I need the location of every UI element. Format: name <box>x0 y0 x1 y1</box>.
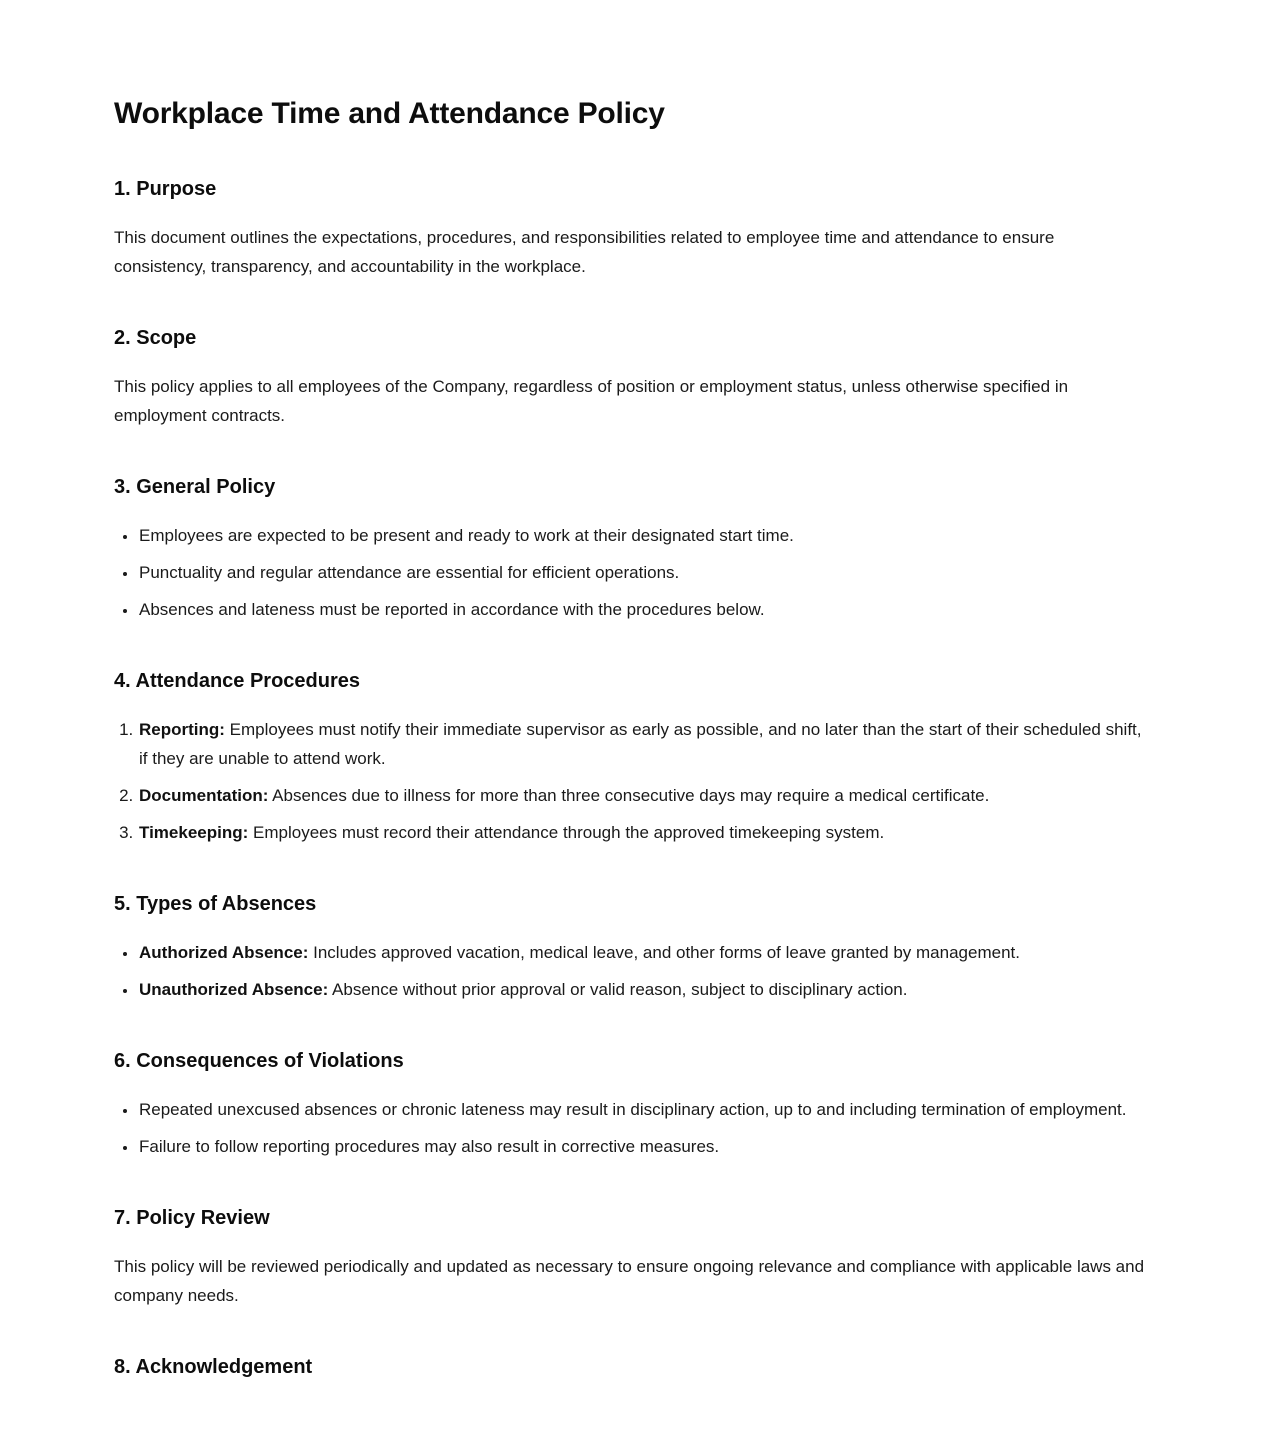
list <box>114 1095 1147 1161</box>
doc-section <box>114 327 1147 430</box>
section-heading: 3. General Policy <box>114 475 276 498</box>
section-heading: 8. Acknowledgement <box>114 1355 313 1378</box>
doc-section <box>114 1050 1147 1161</box>
section-heading: 1. Purpose <box>114 177 217 200</box>
list-item-lead: Authorized Absence: <box>139 942 309 962</box>
document-sections <box>114 178 1147 1379</box>
list-item-lead: Timekeeping: <box>139 822 249 842</box>
list <box>114 715 1147 847</box>
doc-section <box>114 1207 1147 1310</box>
list-item: • Repeated unexcused absences or chronic lateness may result in disciplinary action, up to and including termination of employment. <box>138 1095 1147 1124</box>
section-heading: 6. Consequences of Violations <box>114 1049 404 1072</box>
list-item: 3. Timekeeping: Employees must record their attendance through the approved timekeeping system. <box>138 818 1147 847</box>
doc-section <box>114 1356 1147 1379</box>
list-item-lead: Documentation: <box>139 785 269 805</box>
section-heading: 2. Scope <box>114 326 197 349</box>
body-paragraph: This policy applies to all employees of the Company, regardless of position or employment status, unless otherwise specified in employment contracts. <box>114 376 1069 425</box>
list-item: • Employees are expected to be present and ready to work at their designated start time. <box>138 521 1147 550</box>
list <box>114 521 1147 624</box>
list-item: • Absences and lateness must be reported in accordance with the procedures below. <box>138 595 1147 624</box>
list-item: • Punctuality and regular attendance are essential for efficient operations. <box>138 558 1147 587</box>
list-item-lead: Unauthorized Absence: <box>139 979 329 999</box>
list-item: • Authorized Absence: Includes approved vacation, medical leave, and other forms of leave granted by management. <box>138 938 1147 967</box>
list-item: 1. Reporting: Employees must notify their immediate supervisor as early as possible, and no later than the start of their scheduled shift, if they are unable to attend work. <box>138 715 1147 773</box>
doc-section <box>114 476 1147 624</box>
list-item-lead: Reporting: <box>139 719 225 739</box>
section-heading: 5. Types of Absences <box>114 892 317 915</box>
list <box>114 938 1147 1004</box>
body-paragraph: This document outlines the expectations, procedures, and responsibilities related to employee time and attendance to ensure consistency, transparency, and accountability in the workplace. <box>114 227 1055 276</box>
doc-section <box>114 178 1147 281</box>
section-heading: 4. Attendance Procedures <box>114 669 361 692</box>
document-title: Workplace Time and Attendance Policy <box>114 97 665 130</box>
section-heading: 7. Policy Review <box>114 1206 270 1229</box>
list-item: • Failure to follow reporting procedures may also result in corrective measures. <box>138 1132 1147 1161</box>
body-paragraph: This policy will be reviewed periodically and updated as necessary to ensure ongoing relevance and compliance with applicable laws and company needs. <box>114 1256 1145 1305</box>
doc-section <box>114 670 1147 847</box>
doc-section <box>114 893 1147 1004</box>
list-item: • Unauthorized Absence: Absence without prior approval or valid reason, subject to disciplinary action. <box>138 975 1147 1004</box>
list-item: 2. Documentation: Absences due to illness for more than three consecutive days may require a medical certificate. <box>138 781 1147 810</box>
